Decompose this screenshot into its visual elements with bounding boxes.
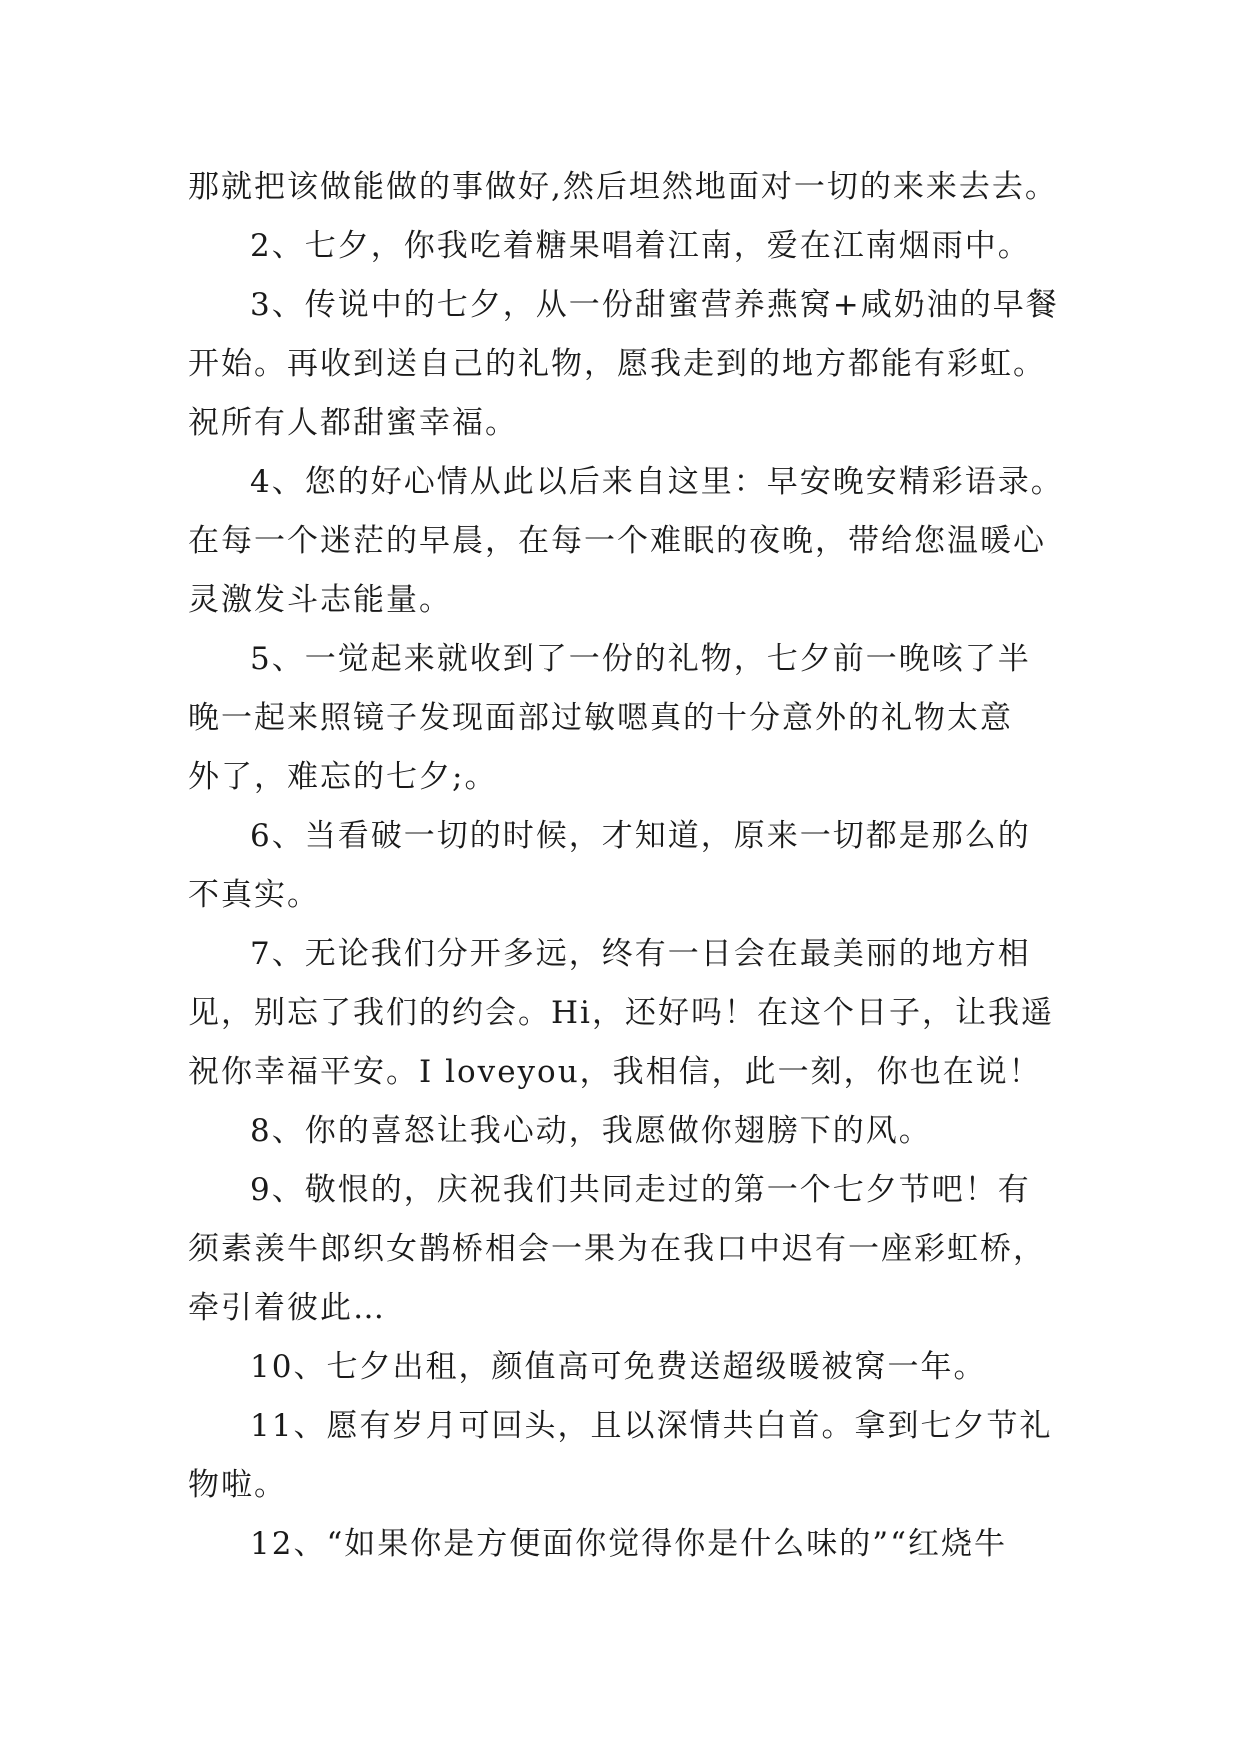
text-line: 6、当看破一切的时候，才知道，原来一切都是那么的 bbox=[250, 818, 1031, 854]
text-line: 物啦。 bbox=[188, 1467, 287, 1503]
text-line: 开始。再收到送自己的礼物，愿我走到的地方都能有彩虹。 bbox=[188, 346, 1046, 382]
text-line: 11、愿有岁月可回头，且以深情共白首。拿到七夕节礼 bbox=[250, 1408, 1053, 1444]
text-line: 5、一觉起来就收到了一份的礼物，七夕前一晚咳了半 bbox=[250, 641, 1031, 677]
text-line: 祝你幸福平安。I loveyou，我相信，此一刻，你也在说！ bbox=[188, 1054, 1042, 1090]
text-line: 12、“如果你是方便面你觉得你是什么味的”“红烧牛 bbox=[250, 1526, 1007, 1562]
text-line: 不真实。 bbox=[188, 877, 320, 913]
text-line: 晚一起来照镜子发现面部过敏嗯真的十分意外的礼物太意 bbox=[188, 700, 1013, 736]
text-line: 牵引着彼此… bbox=[188, 1290, 386, 1326]
text-line: 3、传说中的七夕，从一份甜蜜营养燕窝+咸奶油的早餐 bbox=[250, 287, 1059, 323]
text-line: 外了，难忘的七夕;。 bbox=[188, 759, 498, 795]
text-line: 2、七夕，你我吃着糖果唱着江南，爱在江南烟雨中。 bbox=[250, 228, 1031, 264]
text-line: 10、七夕出租，颜值高可免费送超级暖被窝一年。 bbox=[250, 1349, 987, 1385]
text-line: 4、您的好心情从此以后来自这里：早安晚安精彩语录。 bbox=[250, 464, 1064, 500]
text-line: 灵激发斗志能量。 bbox=[188, 582, 452, 618]
text-line: 见，别忘了我们的约会。Hi，还好吗！在这个日子，让我遥 bbox=[188, 995, 1054, 1031]
text-line: 9、敬恨的，庆祝我们共同走过的第一个七夕节吧！有 bbox=[250, 1172, 1031, 1208]
text-line: 8、你的喜怒让我心动，我愿做你翅膀下的风。 bbox=[250, 1113, 932, 1149]
text-line: 7、无论我们分开多远，终有一日会在最美丽的地方相 bbox=[250, 936, 1031, 972]
document-body bbox=[188, 158, 1088, 1574]
text-line: 祝所有人都甜蜜幸福。 bbox=[188, 405, 518, 441]
text-line: 在每一个迷茫的早晨，在每一个难眠的夜晚，带给您温暖心 bbox=[188, 523, 1046, 559]
text-line: 须素羡牛郎织女鹊桥相会一果为在我口中迟有一座彩虹桥， bbox=[188, 1231, 1046, 1267]
text-line: 那就把该做能做的事做好,然后坦然地面对一切的来来去去。 bbox=[188, 169, 1058, 205]
